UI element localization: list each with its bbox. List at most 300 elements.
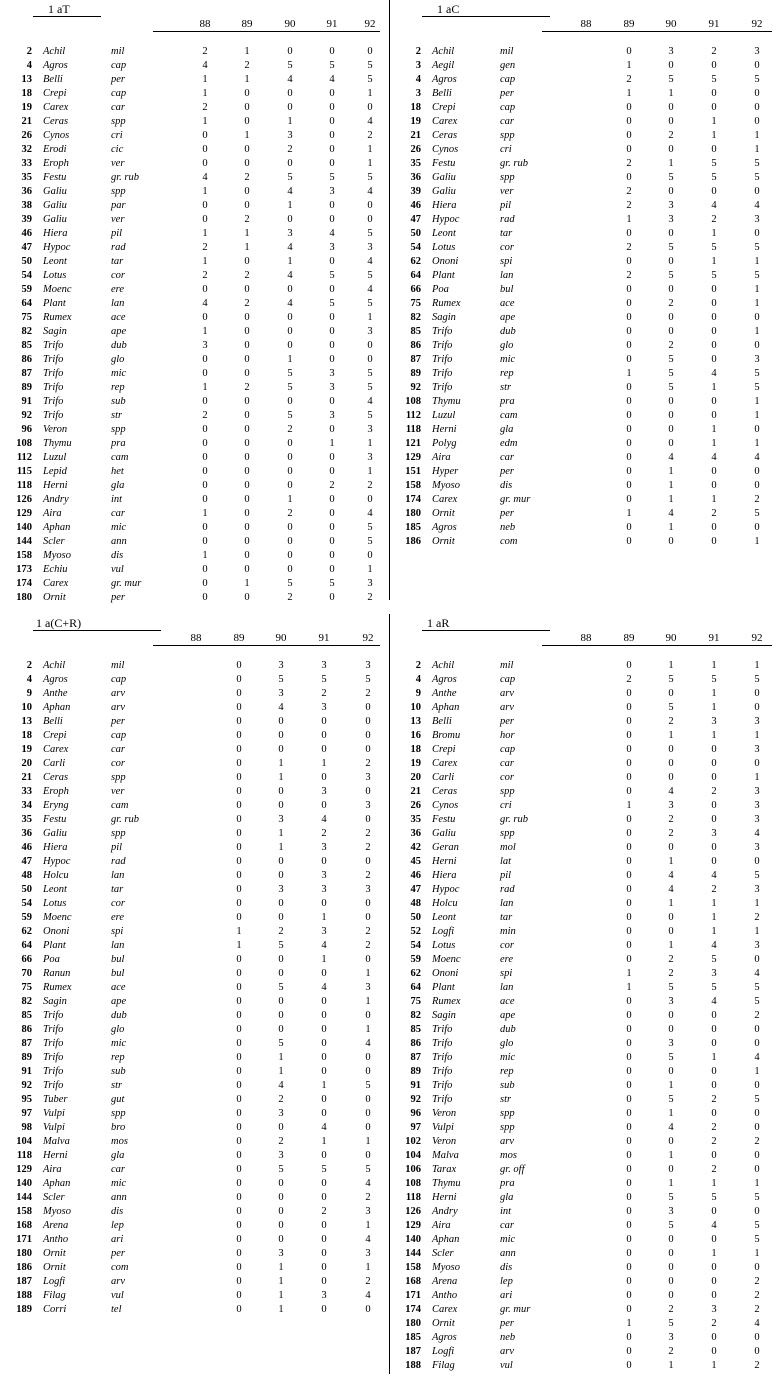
- cover-value-91: 5: [711, 674, 717, 685]
- cover-value-89: 0: [244, 480, 250, 491]
- cover-value-90: 0: [287, 46, 293, 57]
- genus: Anthe: [43, 688, 68, 699]
- cover-value-92: 5: [367, 368, 373, 379]
- species-number: 108: [16, 438, 32, 449]
- cover-value-92: 5: [367, 536, 373, 547]
- cover-value-89: 0: [244, 452, 250, 463]
- cover-value-89: 0: [626, 228, 632, 239]
- cover-value-91: 0: [711, 298, 717, 309]
- cover-value-91: 1: [711, 438, 717, 449]
- cover-value-91: 4: [711, 368, 717, 379]
- cover-value-89: 0: [626, 1080, 632, 1091]
- species: ann: [111, 1192, 127, 1203]
- cover-value-91: 2: [711, 1136, 717, 1147]
- genus: Ceras: [43, 772, 69, 783]
- table-row: [8, 1303, 380, 1317]
- species-number: 168: [405, 1276, 421, 1287]
- cover-value-90: 0: [668, 116, 674, 127]
- cover-value-91: 4: [329, 228, 335, 239]
- table-row: [397, 1303, 769, 1317]
- genus: Luzul: [432, 410, 456, 421]
- table-row: [8, 1289, 380, 1303]
- species-number: 129: [16, 1164, 32, 1175]
- species: gr. rub: [111, 172, 140, 183]
- species: neb: [500, 522, 516, 533]
- table-row: [397, 855, 769, 869]
- table-row: [8, 381, 382, 395]
- cover-value-90: 2: [668, 340, 674, 351]
- cover-value-91: 5: [329, 298, 335, 309]
- species-number: 21: [410, 786, 421, 797]
- species-number: 185: [405, 522, 421, 533]
- cover-value-91: 0: [711, 1108, 717, 1119]
- cover-value-89: 0: [244, 158, 250, 169]
- cover-value-90: 3: [278, 688, 284, 699]
- genus: Aphan: [432, 1234, 460, 1245]
- species: rep: [111, 1052, 125, 1063]
- cover-value-89: 2: [626, 674, 632, 685]
- cover-value-91: 3: [329, 186, 335, 197]
- cover-value-91: 3: [321, 926, 327, 937]
- table-row: [8, 241, 382, 255]
- species: ere: [500, 954, 514, 965]
- genus: Rumex: [43, 312, 72, 323]
- cover-value-90: 1: [668, 1360, 674, 1371]
- cover-value-92: 4: [754, 200, 760, 211]
- species: mil: [500, 46, 514, 57]
- table-row: [397, 227, 769, 241]
- genus: Holcu: [432, 898, 458, 909]
- genus: Belli: [43, 716, 63, 727]
- cover-value-90: 0: [668, 1262, 674, 1273]
- cover-value-89: 0: [236, 856, 242, 867]
- cover-value-92: 1: [754, 144, 760, 155]
- species-number: 20: [410, 772, 421, 783]
- table-row: [8, 409, 382, 423]
- species-number: 92: [21, 1080, 32, 1091]
- cover-value-92: 3: [365, 884, 371, 895]
- table-row: [397, 395, 769, 409]
- species-number: 2: [415, 660, 421, 671]
- species: cor: [500, 940, 514, 951]
- species: bul: [111, 968, 125, 979]
- species-number: 4: [26, 674, 32, 685]
- species-number: 180: [405, 508, 421, 519]
- species-number: 38: [21, 200, 32, 211]
- species-number: 87: [21, 1038, 32, 1049]
- cover-value-91: 0: [329, 340, 335, 351]
- cover-value-90: 3: [668, 1332, 674, 1343]
- cover-value-91: 0: [321, 1010, 327, 1021]
- cover-value-90: 2: [287, 424, 293, 435]
- cover-value-89: 0: [626, 772, 632, 783]
- cover-value-89: 0: [626, 410, 632, 421]
- cover-value-92: 0: [367, 550, 373, 561]
- table-row: [397, 297, 769, 311]
- title-underline: [33, 16, 101, 17]
- species-number: 174: [405, 494, 421, 505]
- cover-value-92: 3: [367, 326, 373, 337]
- table-row: [397, 1289, 769, 1303]
- cover-value-92: 3: [365, 1206, 371, 1217]
- cover-value-90: 2: [668, 968, 674, 979]
- cover-value-89: 0: [626, 1360, 632, 1371]
- cover-value-91: 2: [711, 46, 717, 57]
- species: mic: [111, 368, 127, 379]
- genus: Trifo: [43, 1038, 64, 1049]
- cover-value-91: 3: [329, 368, 335, 379]
- cover-value-90: 1: [668, 660, 674, 671]
- cover-value-90: 1: [668, 1150, 674, 1161]
- genus: Herni: [43, 480, 68, 491]
- species-number: 126: [16, 494, 32, 505]
- cover-value-90: 0: [278, 996, 284, 1007]
- cover-value-91: 1: [711, 912, 717, 923]
- table-row: [8, 325, 382, 339]
- table-row: [397, 255, 769, 269]
- species: ace: [111, 312, 126, 323]
- cover-value-92: 0: [754, 88, 760, 99]
- cover-value-90: 0: [278, 968, 284, 979]
- cover-value-92: 3: [365, 1248, 371, 1259]
- species-number: 82: [21, 996, 32, 1007]
- species: cri: [500, 144, 512, 155]
- genus: Ceras: [432, 130, 458, 141]
- cover-value-90: 5: [668, 354, 674, 365]
- table-row: [397, 311, 769, 325]
- year-header-2: 90: [275, 632, 287, 644]
- table-row: [397, 1051, 769, 1065]
- genus: Carex: [43, 578, 69, 589]
- cover-value-89: 0: [626, 1038, 632, 1049]
- species: ape: [111, 326, 127, 337]
- cover-value-91: 0: [321, 1150, 327, 1161]
- species-number: 186: [16, 1262, 32, 1273]
- cover-value-90: 0: [668, 842, 674, 853]
- table-row: [397, 785, 769, 799]
- species: cap: [500, 102, 516, 113]
- genus: Sagin: [432, 1010, 456, 1021]
- species-number: 36: [410, 828, 421, 839]
- cover-value-92: 0: [754, 424, 760, 435]
- table-row: [8, 1051, 380, 1065]
- table-row: [397, 1121, 769, 1135]
- genus: Trifo: [43, 382, 64, 393]
- cover-value-91: 0: [321, 1052, 327, 1063]
- table-row: [8, 129, 382, 143]
- genus: Herni: [432, 1192, 457, 1203]
- table-row: [8, 213, 382, 227]
- genus: Scler: [43, 536, 65, 547]
- cover-value-89: 0: [236, 702, 242, 713]
- cover-value-91: 0: [711, 800, 717, 811]
- cover-value-90: 3: [278, 884, 284, 895]
- table-row: [397, 925, 769, 939]
- cover-value-89: 0: [244, 522, 250, 533]
- cover-value-91: 0: [329, 452, 335, 463]
- cover-value-89: 0: [236, 1220, 242, 1231]
- table-row: [8, 269, 382, 283]
- species: dub: [111, 340, 127, 351]
- cover-value-89: 0: [236, 1164, 242, 1175]
- species-number: 85: [410, 1024, 421, 1035]
- species: arv: [111, 702, 125, 713]
- genus: Logfi: [432, 1346, 455, 1357]
- species-number: 47: [21, 856, 32, 867]
- cover-value-92: 5: [367, 74, 373, 85]
- cover-value-89: 0: [244, 466, 250, 477]
- cover-value-91: 0: [329, 564, 335, 575]
- species-number: 118: [16, 1150, 32, 1161]
- table-row: [8, 953, 380, 967]
- cover-value-89: 0: [236, 800, 242, 811]
- cover-value-89: 0: [236, 744, 242, 755]
- genus: Hypoc: [43, 242, 71, 253]
- species: glo: [500, 340, 514, 351]
- table-row: [397, 1149, 769, 1163]
- cover-value-92: 0: [365, 954, 371, 965]
- cover-value-89: 0: [626, 1262, 632, 1273]
- species: tar: [500, 912, 513, 923]
- cover-value-92: 2: [367, 480, 373, 491]
- cover-value-91: 2: [711, 508, 717, 519]
- cover-value-91: 1: [711, 130, 717, 141]
- cover-value-88: 0: [202, 452, 208, 463]
- cover-value-91: 0: [329, 494, 335, 505]
- cover-value-90: 3: [278, 1108, 284, 1119]
- cover-value-90: 5: [287, 60, 293, 71]
- cover-value-91: 0: [321, 1304, 327, 1315]
- cover-value-89: 0: [626, 1024, 632, 1035]
- cover-value-88: 0: [202, 312, 208, 323]
- species: rep: [500, 1066, 514, 1077]
- cover-value-90: 1: [668, 730, 674, 741]
- cover-value-92: 1: [754, 536, 760, 547]
- species: gla: [500, 1192, 514, 1203]
- cover-value-91: 1: [321, 1136, 327, 1147]
- cover-value-89: 0: [244, 144, 250, 155]
- cover-value-91: 0: [329, 312, 335, 323]
- species: dub: [111, 1010, 127, 1021]
- year-header-1: 89: [623, 18, 635, 30]
- species: car: [111, 744, 125, 755]
- cover-value-92: 2: [754, 1276, 760, 1287]
- cover-value-89: 0: [244, 284, 250, 295]
- cover-value-91: 5: [329, 270, 335, 281]
- genus: Filag: [432, 1360, 455, 1371]
- panel-1aC: [397, 1, 772, 601]
- cover-value-92: 0: [754, 1332, 760, 1343]
- cover-value-90: 5: [668, 1318, 674, 1329]
- table-row: [8, 981, 380, 995]
- table-row: [8, 1009, 380, 1023]
- cover-value-91: 1: [711, 116, 717, 127]
- cover-value-90: 1: [668, 856, 674, 867]
- genus: Carli: [43, 758, 66, 769]
- cover-value-92: 5: [754, 270, 760, 281]
- table-row: [397, 437, 769, 451]
- cover-value-90: 3: [668, 46, 674, 57]
- species: cam: [111, 800, 129, 811]
- cover-value-89: 0: [626, 744, 632, 755]
- species: cor: [500, 772, 514, 783]
- year-header-0: 88: [199, 18, 211, 30]
- species: str: [500, 382, 512, 393]
- year-header-4: 92: [362, 632, 374, 644]
- genus: Arena: [43, 1220, 69, 1231]
- cover-value-90: 0: [278, 716, 284, 727]
- cover-value-89: 1: [236, 940, 242, 951]
- species: car: [111, 102, 125, 113]
- cover-value-90: 0: [668, 1234, 674, 1245]
- cover-value-91: 4: [329, 74, 335, 85]
- species-number: 75: [21, 312, 32, 323]
- cover-value-90: 3: [668, 996, 674, 1007]
- species-number: 32: [21, 144, 32, 155]
- table-row: [397, 1359, 769, 1373]
- cover-value-92: 0: [754, 116, 760, 127]
- cover-value-92: 5: [367, 522, 373, 533]
- species: hor: [500, 730, 515, 741]
- cover-value-90: 0: [668, 102, 674, 113]
- cover-value-89: 0: [236, 954, 242, 965]
- cover-value-88: 4: [202, 298, 208, 309]
- genus: Trifo: [43, 1052, 64, 1063]
- species-number: 96: [21, 424, 32, 435]
- species: arv: [500, 1136, 514, 1147]
- cover-value-90: 5: [278, 982, 284, 993]
- genus: Hiera: [43, 842, 68, 853]
- table-row: [8, 115, 382, 129]
- cover-value-89: 0: [626, 1276, 632, 1287]
- species: mil: [111, 46, 125, 57]
- genus: Festu: [43, 172, 67, 183]
- genus: Scler: [43, 1192, 65, 1203]
- cover-value-91: 0: [711, 312, 717, 323]
- cover-value-90: 1: [278, 758, 284, 769]
- cover-value-90: 0: [287, 452, 293, 463]
- cover-value-92: 0: [365, 1304, 371, 1315]
- cover-value-91: 1: [321, 954, 327, 965]
- cover-value-89: 0: [236, 772, 242, 783]
- cover-value-92: 1: [365, 1024, 371, 1035]
- table-row: [8, 883, 380, 897]
- cover-value-90: 0: [287, 438, 293, 449]
- cover-value-90: 2: [287, 508, 293, 519]
- cover-value-89: 1: [626, 88, 632, 99]
- genus: Agros: [43, 674, 68, 685]
- species: dis: [500, 1262, 513, 1273]
- cover-value-91: 3: [321, 1290, 327, 1301]
- cover-value-92: 5: [754, 368, 760, 379]
- table-row: [397, 521, 769, 535]
- cover-value-90: 5: [668, 242, 674, 253]
- genus: Veron: [43, 424, 68, 435]
- species-number: 70: [21, 968, 32, 979]
- cover-value-89: 0: [236, 786, 242, 797]
- cover-value-92: 3: [754, 800, 760, 811]
- species: dis: [111, 1206, 124, 1217]
- table-row: [8, 757, 380, 771]
- cover-value-90: 0: [287, 214, 293, 225]
- genus: Rumex: [432, 996, 461, 1007]
- cover-value-92: 4: [367, 116, 373, 127]
- cover-value-92: 1: [365, 1262, 371, 1273]
- species-number: 19: [21, 744, 32, 755]
- cover-value-92: 1: [754, 284, 760, 295]
- species: ver: [111, 214, 125, 225]
- cover-value-91: 0: [321, 856, 327, 867]
- species-number: 62: [410, 256, 421, 267]
- cover-value-90: 4: [668, 1122, 674, 1133]
- species: sub: [111, 1066, 126, 1077]
- table-row: [8, 1037, 380, 1051]
- genus: Malva: [43, 1136, 70, 1147]
- cover-value-92: 4: [367, 284, 373, 295]
- table-row: [397, 1023, 769, 1037]
- cover-value-92: 5: [754, 1192, 760, 1203]
- genus: Agros: [432, 522, 457, 533]
- genus: Trifo: [43, 1080, 64, 1091]
- cover-value-89: 0: [244, 88, 250, 99]
- cover-value-92: 4: [367, 256, 373, 267]
- species-number: 85: [21, 1010, 32, 1021]
- cover-value-91: 5: [711, 172, 717, 183]
- species-number: 140: [16, 1178, 32, 1189]
- cover-value-91: 0: [321, 898, 327, 909]
- cover-value-89: 0: [244, 256, 250, 267]
- genus: Holcu: [43, 870, 69, 881]
- cover-value-89: 2: [244, 172, 250, 183]
- cover-value-90: 0: [668, 1290, 674, 1301]
- species: cap: [111, 88, 127, 99]
- cover-value-91: 0: [711, 522, 717, 533]
- cover-value-90: 5: [668, 270, 674, 281]
- genus: Lotus: [43, 898, 67, 909]
- cover-value-90: 0: [668, 536, 674, 547]
- cover-value-92: 5: [754, 1094, 760, 1105]
- cover-value-92: 0: [365, 1052, 371, 1063]
- genus: Carex: [432, 116, 458, 127]
- species: pra: [500, 1178, 515, 1189]
- cover-value-88: 0: [202, 130, 208, 141]
- cover-value-89: 0: [626, 340, 632, 351]
- cover-value-88: 0: [202, 578, 208, 589]
- genus: Anthe: [432, 688, 457, 699]
- genus: Veron: [432, 1108, 457, 1119]
- species-number: 3: [415, 88, 421, 99]
- genus: Myoso: [43, 550, 71, 561]
- cover-value-92: 4: [367, 396, 373, 407]
- cover-value-91: 0: [329, 354, 335, 365]
- species: vul: [111, 1290, 124, 1301]
- year-header-0: 88: [580, 18, 592, 30]
- table-row: [8, 1079, 380, 1093]
- cover-value-90: 3: [668, 1206, 674, 1217]
- cover-value-91: 0: [711, 1276, 717, 1287]
- cover-value-89: 0: [244, 200, 250, 211]
- genus: Tarax: [432, 1164, 457, 1175]
- cover-value-90: 1: [278, 1262, 284, 1273]
- cover-value-91: 1: [711, 1052, 717, 1063]
- cover-value-90: 0: [668, 256, 674, 267]
- cover-value-89: 0: [236, 884, 242, 895]
- cover-value-90: 0: [287, 88, 293, 99]
- cover-value-91: 2: [711, 1164, 717, 1175]
- cover-value-90: 3: [278, 1150, 284, 1161]
- species: lep: [111, 1220, 124, 1231]
- cover-value-90: 0: [287, 312, 293, 323]
